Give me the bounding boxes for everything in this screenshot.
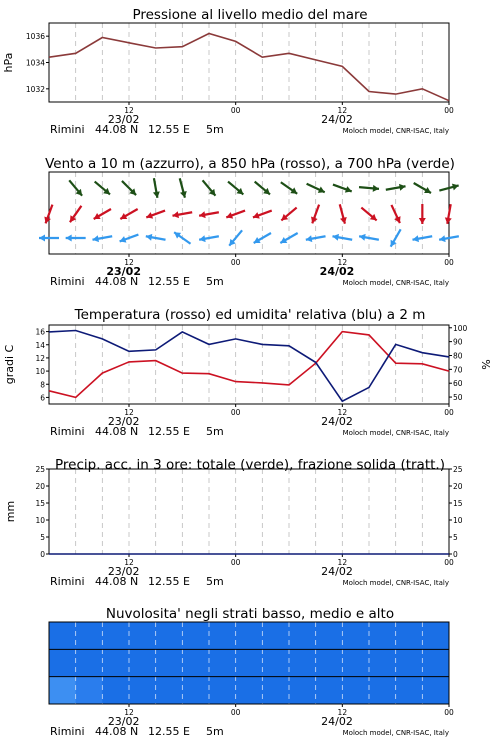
cloud-cell-medio: [396, 649, 423, 676]
plot-frame: [49, 325, 449, 404]
hour-tick-label: 12: [124, 106, 134, 115]
arrow-head: [66, 235, 72, 242]
chart-title: Nuvolosita' negli strati basso, medio e alto: [105, 606, 395, 622]
wind-arrow: [153, 178, 160, 198]
y-tick-label: 15: [35, 499, 45, 508]
cloud-cell-medio: [316, 649, 343, 676]
cloud-cell-alto: [76, 622, 103, 649]
y-tick-label: 80: [453, 351, 463, 361]
hour-tick-label: 00: [230, 408, 241, 417]
hour-tick-label: 00: [444, 708, 454, 717]
cloud-cell-medio: [182, 649, 209, 676]
left-axis-label: gradi C: [3, 344, 16, 385]
left-y-axis: [35, 328, 49, 403]
cloud-cell-alto: [156, 622, 183, 649]
y-tick-label: 60: [453, 379, 463, 389]
arrow-head: [39, 235, 45, 242]
location-name: Rimini: [50, 575, 85, 588]
cloud-cell-alto: [422, 622, 449, 649]
model-credit: Moloch model, CNR-ISAC, Italy: [342, 279, 449, 287]
location-lat: 44.08 N: [95, 725, 139, 738]
cloud-cell-basso: [156, 677, 183, 704]
y-tick-label: 15: [453, 499, 463, 508]
location-footer: [50, 725, 449, 738]
day-tick-label: 24/02: [321, 565, 353, 578]
y-tick-label: 20: [35, 482, 45, 491]
humidity-series: [49, 331, 449, 402]
cloud-cell-alto: [369, 622, 396, 649]
cloud-cell-medio: [236, 649, 263, 676]
location-lon: 12.55 E: [148, 123, 190, 136]
location-elevation: 5m: [206, 275, 224, 288]
cloud-cell-medio: [76, 649, 103, 676]
y-tick-label: 6: [40, 393, 45, 403]
cloud-cell-alto: [236, 622, 263, 649]
y-tick-label: 1034: [25, 58, 45, 68]
location-lon: 12.55 E: [148, 275, 190, 288]
y-tick-label: 5: [453, 533, 458, 542]
hour-tick-label: 00: [230, 106, 241, 115]
chart-title: Pressione al livello medio del mare: [132, 7, 368, 23]
model-credit: Moloch model, CNR-ISAC, Italy: [342, 429, 449, 437]
wind-arrow: [445, 204, 452, 224]
model-credit: Moloch model, CNR-ISAC, Italy: [342, 127, 449, 135]
wind-arrow: [180, 178, 187, 197]
chart-title: Vento a 10 m (azzurro), a 850 hPa (rosso), a 700 hPa (verde): [45, 156, 455, 172]
left-y-axis: [35, 465, 49, 559]
location-lat: 44.08 N: [95, 123, 139, 136]
vertical-gridlines: [76, 172, 423, 254]
y-tick-label: 25: [35, 465, 45, 474]
location-elevation: 5m: [206, 725, 224, 738]
location-name: Rimini: [50, 123, 85, 136]
cloud-cell-medio: [209, 649, 236, 676]
hour-tick-label: 12: [337, 708, 348, 717]
y-tick-label: 70: [453, 365, 463, 375]
y-tick-label: 5: [40, 533, 45, 542]
right-y-axis: [449, 324, 468, 402]
cloud-cell-basso: [182, 677, 209, 704]
cloud-cell-basso: [76, 677, 103, 704]
day-tick-label: 23/02: [107, 415, 140, 428]
cloud-cell-medio: [156, 649, 183, 676]
location-lon: 12.55 E: [148, 425, 190, 438]
plot-frame: [49, 469, 449, 554]
hour-tick-label: 12: [337, 258, 348, 267]
hour-tick-label: 12: [337, 558, 348, 567]
cloud-cell-alto: [289, 622, 316, 649]
y-tick-label: 0: [40, 550, 45, 559]
hour-tick-label: 00: [444, 408, 454, 417]
right-y-axis: [449, 465, 463, 559]
hour-tick-label: 00: [230, 558, 241, 567]
location-lat: 44.08 N: [95, 425, 139, 438]
cloud-cell-basso: [209, 677, 236, 704]
y-tick-label: 100: [453, 323, 468, 333]
pressure-series: [49, 34, 449, 101]
wind-arrow: [44, 205, 52, 224]
cloud-cell-basso: [102, 677, 129, 704]
y-tick-label: 50: [453, 393, 463, 403]
hour-tick-label: 00: [444, 258, 454, 267]
left-axis-label: hPa: [2, 52, 15, 73]
cloud-cell-alto: [182, 622, 209, 649]
cloud-cover-grid: [49, 622, 450, 704]
wind-arrow: [340, 204, 347, 223]
y-tick-label: 1036: [25, 32, 45, 42]
day-tick-label: 24/02: [321, 113, 353, 126]
y-tick-label: 10: [35, 367, 45, 377]
location-name: Rimini: [50, 425, 85, 438]
cloud-cell-alto: [342, 622, 369, 649]
cloud-cell-alto: [209, 622, 236, 649]
wind-arrow: [419, 204, 426, 224]
hour-tick-label: 12: [124, 408, 134, 417]
day-tick-label: 24/02: [319, 265, 355, 278]
location-name: Rimini: [50, 725, 85, 738]
wind-arrow: [254, 233, 271, 243]
cloud-cell-medio: [129, 649, 156, 676]
wind-arrow: [229, 230, 242, 245]
location-footer: [50, 123, 449, 136]
chart-title: Temperatura (rosso) ed umidita' relativa (blu) a 2 m: [74, 307, 426, 323]
hour-tick-label: 00: [230, 258, 241, 267]
day-tick-label: 23/02: [107, 113, 140, 126]
cloud-cell-medio: [289, 649, 316, 676]
cloud-cell-alto: [102, 622, 129, 649]
cloud-cell-medio: [49, 649, 76, 676]
cloud-cell-basso: [49, 677, 76, 704]
arrow-head: [419, 218, 426, 224]
plot-frame: [49, 172, 449, 254]
y-tick-label: 8: [40, 380, 45, 390]
cloud-cell-alto: [316, 622, 343, 649]
left-y-axis: [26, 32, 49, 94]
cloud-cell-medio: [369, 649, 396, 676]
location-lon: 12.55 E: [148, 575, 190, 588]
wind-vectors-850hpa: [44, 204, 451, 224]
hour-tick-label: 12: [124, 258, 134, 267]
cloud-cell-basso: [396, 677, 423, 704]
day-tick-label: 24/02: [321, 415, 353, 428]
hour-tick-label: 12: [124, 558, 134, 567]
cloud-cell-medio: [102, 649, 129, 676]
vertical-gridlines: [76, 469, 423, 554]
cloud-cell-basso: [236, 677, 263, 704]
y-tick-label: 10: [35, 516, 45, 525]
wind-arrow: [174, 232, 190, 243]
cloud-cell-alto: [129, 622, 156, 649]
location-elevation: 5m: [206, 123, 224, 136]
cloud-cell-medio: [262, 649, 289, 676]
cloud-cell-medio: [342, 649, 369, 676]
location-footer: [50, 425, 449, 438]
series-line: [49, 34, 449, 101]
y-tick-label: 16: [35, 327, 45, 337]
hour-tick-label: 00: [230, 708, 241, 717]
y-tick-label: 90: [453, 337, 463, 347]
day-tick-label: 23/02: [107, 715, 140, 728]
day-tick-label: 24/02: [321, 715, 353, 728]
y-tick-label: 12: [35, 353, 45, 363]
location-elevation: 5m: [206, 575, 224, 588]
cloud-cell-basso: [369, 677, 396, 704]
hour-tick-label: 12: [337, 408, 348, 417]
y-tick-label: 25: [453, 465, 463, 474]
cloud-cell-alto: [396, 622, 423, 649]
location-lat: 44.08 N: [95, 275, 139, 288]
hour-tick-label: 00: [444, 558, 454, 567]
cloud-cell-alto: [262, 622, 289, 649]
right-axis-label: %: [480, 359, 493, 370]
arrow-head: [373, 185, 379, 192]
cloud-cell-basso: [262, 677, 289, 704]
location-footer: [50, 575, 449, 588]
location-lat: 44.08 N: [95, 575, 139, 588]
series-line: [49, 331, 449, 402]
cloud-cell-alto: [49, 622, 76, 649]
location-lon: 12.55 E: [148, 725, 190, 738]
left-axis-label: mm: [4, 500, 17, 523]
y-tick-label: 10: [453, 516, 463, 525]
wind-arrow: [391, 205, 400, 223]
y-tick-label: 0: [453, 550, 458, 559]
day-tick-label: 23/02: [106, 265, 141, 278]
y-tick-label: 1032: [25, 84, 45, 94]
model-credit: Moloch model, CNR-ISAC, Italy: [342, 729, 449, 737]
vertical-gridlines: [76, 23, 423, 102]
cloud-cell-medio: [422, 649, 449, 676]
location-footer: [50, 275, 449, 288]
cloud-cell-basso: [316, 677, 343, 704]
model-credit: Moloch model, CNR-ISAC, Italy: [342, 579, 449, 587]
wind-vectors-700hpa: [69, 178, 458, 198]
day-tick-label: 23/02: [107, 565, 140, 578]
location-elevation: 5m: [206, 425, 224, 438]
wind-arrow: [311, 205, 319, 224]
hour-tick-label: 12: [124, 708, 134, 717]
cloud-cell-basso: [342, 677, 369, 704]
wind-arrow: [280, 233, 297, 243]
hour-tick-label: 00: [444, 106, 454, 115]
y-tick-label: 20: [453, 482, 463, 491]
chart-title: Precip. acc. in 3 ore: totale (verde), frazione solida (tratt.): [55, 457, 445, 473]
cloud-cell-basso: [129, 677, 156, 704]
cloud-cell-basso: [422, 677, 449, 704]
cloud-cell-basso: [289, 677, 316, 704]
location-name: Rimini: [50, 275, 85, 288]
hour-tick-label: 12: [337, 106, 348, 115]
plot-frame: [49, 23, 449, 102]
y-tick-label: 14: [35, 340, 45, 350]
